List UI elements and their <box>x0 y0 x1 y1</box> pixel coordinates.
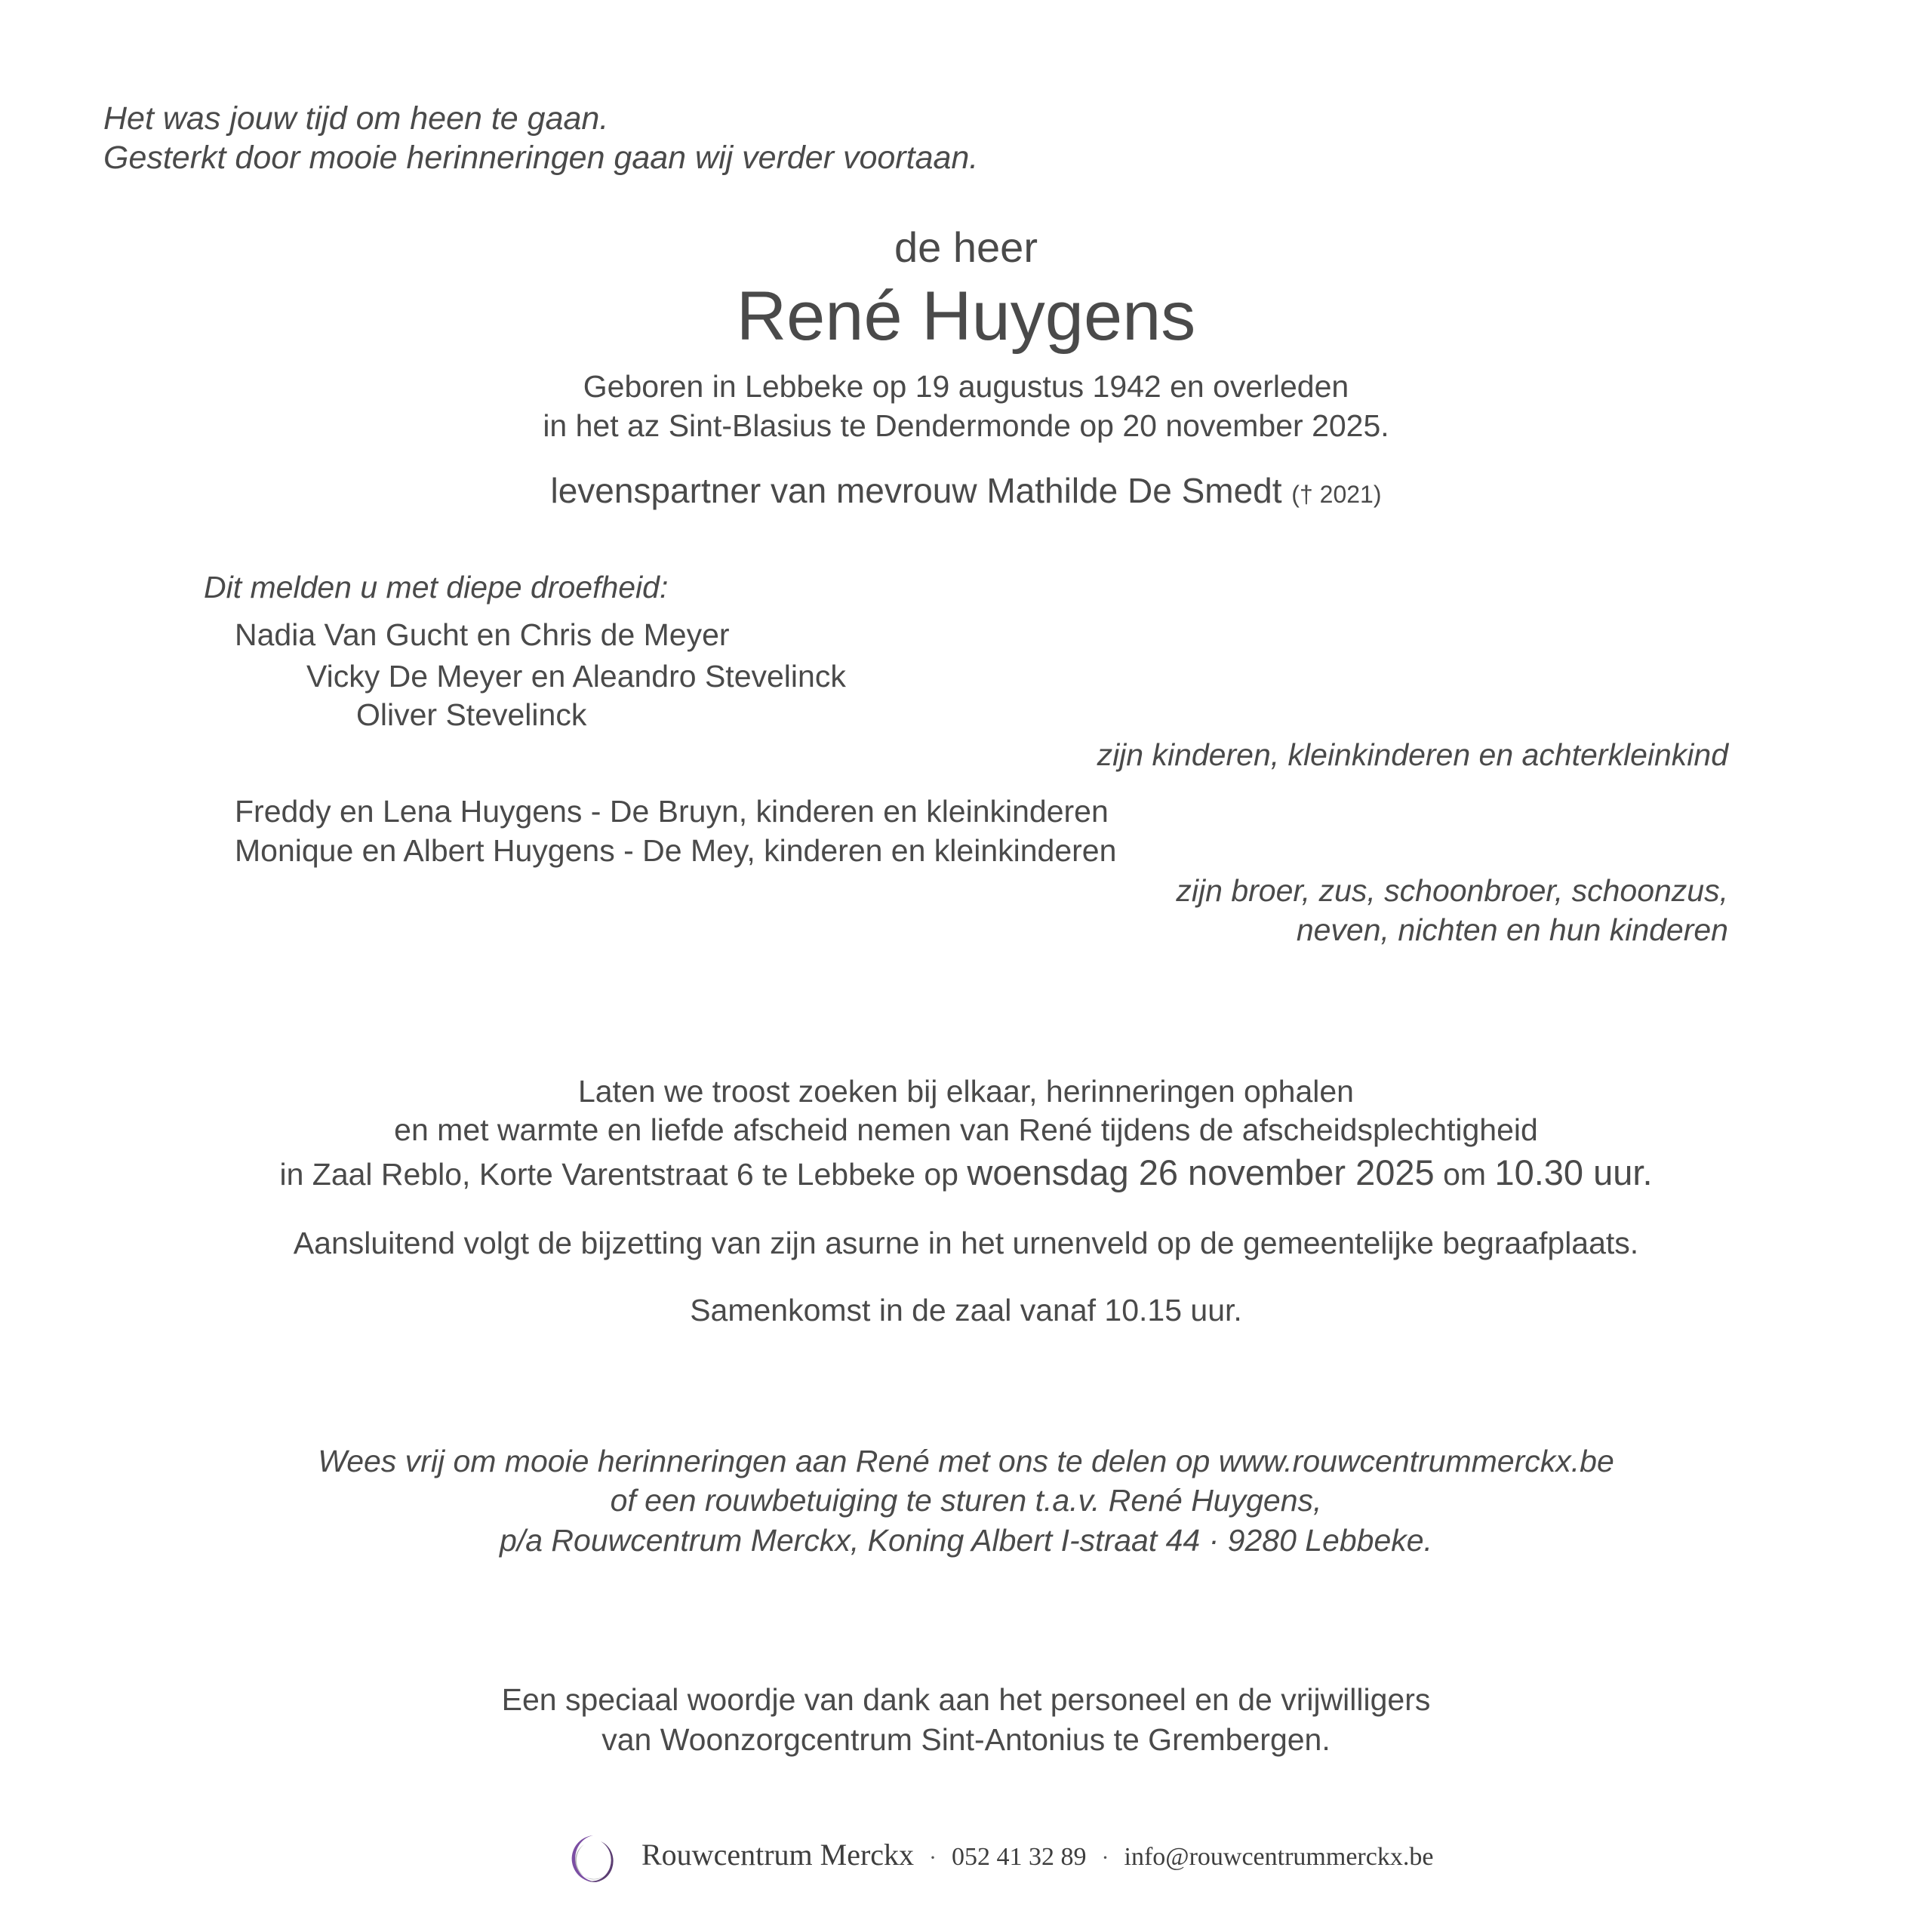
family-children-1: Nadia Van Gucht en Chris de Meyer <box>235 617 730 652</box>
family-sibling-2: Monique en Albert Huygens - De Mey, kinderen en kleinkinderen <box>235 833 1117 868</box>
motto-line-2: Gesterkt door mooie herinneringen gaan wij verder voortaan. <box>103 140 979 176</box>
gathering-line: Samenkomst in de zaal vanaf 10.15 uur. <box>690 1293 1242 1327</box>
ceremony-time-prefix: om <box>1434 1157 1495 1192</box>
burial-line: Aansluitend volgt de bijzetting van zijn asurne in het urnenveld op de gemeentelijke begraafplaats. <box>293 1226 1639 1260</box>
condolence-line-1: Wees vrij om mooie herinneringen aan René met ons te delen op www.rouwcentrummerckx.be <box>318 1444 1614 1478</box>
email-address: info@rouwcentrummerckx.be <box>1124 1843 1434 1871</box>
footer-contact <box>641 1840 1433 1870</box>
children-relation: zijn kinderen, kleinkinderen en achterkleinkind <box>1097 737 1728 772</box>
separator: · <box>929 1845 937 1870</box>
phone-number: 052 41 32 89 <box>952 1843 1087 1871</box>
motto-line-1: Het was jouw tijd om heen te gaan. <box>103 100 609 137</box>
family-sibling-1: Freddy en Lena Huygens - De Bruyn, kinderen en kleinkinderen <box>235 794 1109 829</box>
birth-line: Geboren in Lebbeke op 19 augustus 1942 en overleden <box>583 369 1349 404</box>
siblings-relation-1: zijn broer, zus, schoonbroer, schoonzus, <box>1176 873 1728 908</box>
partner-line <box>0 473 1932 508</box>
condolence-line-2: of een rouwbetuiging te sturen t.a.v. René Huygens, <box>610 1483 1322 1518</box>
separator: · <box>1101 1845 1109 1870</box>
siblings-relation-2: neven, nichten en hun kinderen <box>1296 912 1728 947</box>
condolence-line-3: p/a Rouwcentrum Merckx, Koning Albert I-straat 44 · 9280 Lebbeke. <box>500 1523 1432 1558</box>
thanks-line-1: Een speciaal woordje van dank aan het personeel en de vrijwilligers <box>501 1682 1431 1717</box>
partner-death-note: († 2021) <box>1291 481 1382 508</box>
announce-intro: Dit melden u met diepe droefheid: <box>204 570 669 605</box>
ceremony-date: woensdag 26 november 2025 <box>967 1152 1435 1192</box>
family-children-2: Vicky De Meyer en Aleandro Stevelinck <box>306 659 846 694</box>
ceremony-location: in Zaal Reblo, Korte Varentstraat 6 te Lebbeke op <box>279 1157 968 1192</box>
crescent-rings-logo-icon <box>571 1834 619 1884</box>
ceremony-time: 10.30 uur. <box>1494 1152 1653 1192</box>
ceremony-line-1: Laten we troost zoeken bij elkaar, herinneringen ophalen <box>578 1074 1354 1109</box>
funeral-home-name: Rouwcentrum Merckx <box>641 1838 915 1872</box>
deceased-name: René Huygens <box>736 278 1196 355</box>
honorific: de heer <box>894 223 1038 271</box>
death-line: in het az Sint-Blasius te Dendermonde op 20 november 2025. <box>543 408 1389 443</box>
family-children-3: Oliver Stevelinck <box>356 697 587 732</box>
ceremony-line-2: en met warmte en liefde afscheid nemen van René tijdens de afscheidsplechtigheid <box>394 1112 1538 1147</box>
thanks-line-2: van Woonzorgcentrum Sint-Antonius te Grembergen. <box>601 1722 1331 1757</box>
ceremony-line-3 <box>0 1152 1932 1192</box>
partner-text: levenspartner van mevrouw Mathilde De Smedt <box>550 471 1282 510</box>
